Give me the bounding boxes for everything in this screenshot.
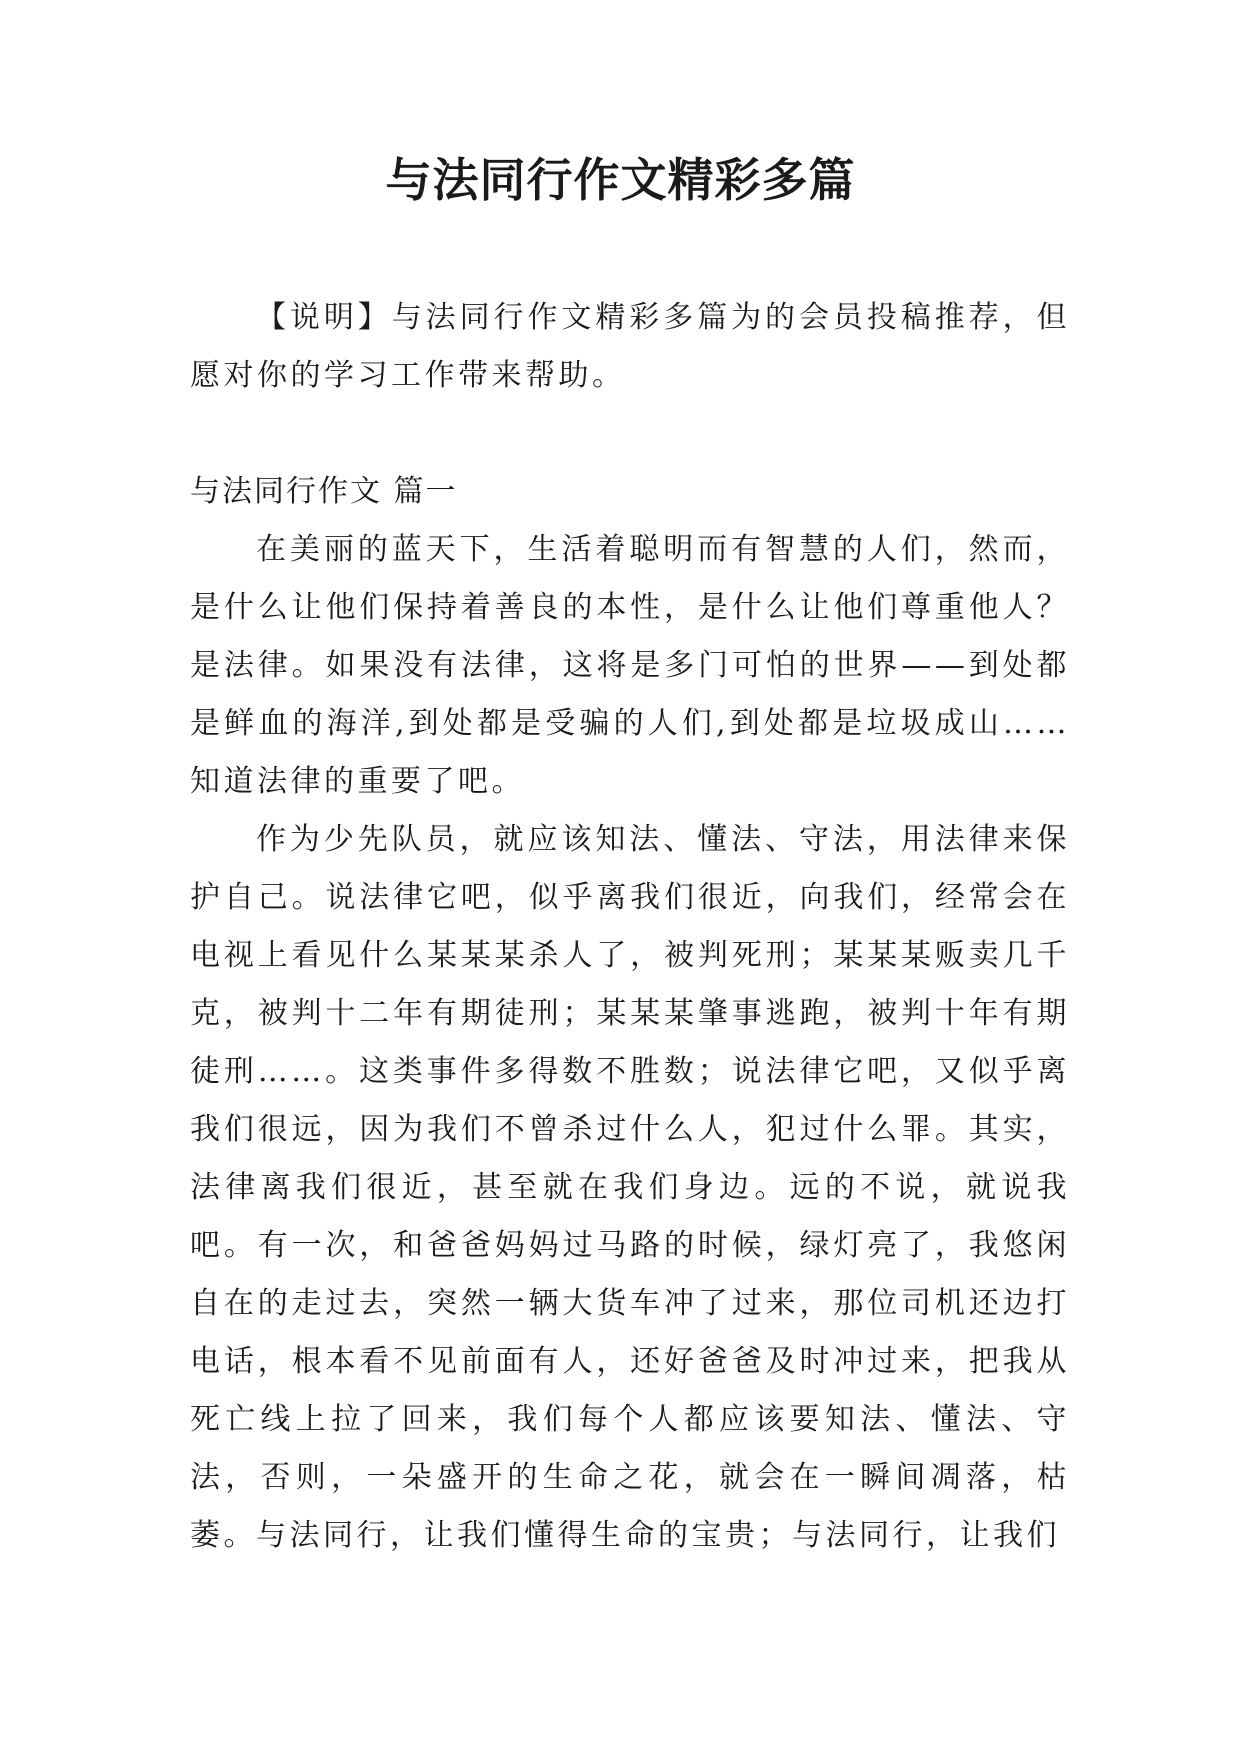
section-heading: 与法同行作文 篇一	[190, 474, 458, 509]
intro-paragraph: 【说明】与法同行作文精彩多篇为的会员投稿推荐，但愿对你的学习工作带来帮助。	[190, 300, 1070, 393]
body-paragraph-1: 在美丽的蓝天下，生活着聪明而有智慧的人们，然而，是什么让他们保持着善良的本性，是什么让他们尊重他人？是法律。如果没有法律，这将是多门可怕的世界——到处都是鲜血的海洋,到处都是受骗的人们,到处都是垃圾成山……知道法律的重要了吧。	[190, 532, 1070, 799]
body-paragraph-2: 作为少先队员，就应该知法、懂法、守法，用法律来保护自己。说法律它吧，似乎离我们很近，向我们，经常会在电视上看见什么某某某杀人了，被判死刑；某某某贩卖几千克，被判十二年有期徒刑；某某某肇事逃跑，被判十年有期徒刑……。这类事件多得数不胜数；说法律它吧，又似乎离我们很远，因为我们不曾杀过什么人，犯过什么罪。其实，法律离我们很近，甚至就在我们身边。远的不说，就说我吧。有一次，和爸爸妈妈过马路的时候，绿灯亮了，我悠闲自在的走过去，突然一辆大货车冲了过来，那位司机还边打电话，根本看不见前面有人，还好爸爸及时冲过来，把我从死亡线上拉了回来，我们每个人都应该要知法、懂法、守法，否则，一朵盛开的生命之花，就会在一瞬间凋落，枯萎。	[190, 822, 1070, 1553]
body-paragraph-3: 与法同行，让我们懂得生命的宝贵；与法同行，让我们	[256, 1518, 1060, 1553]
document-title: 与法同行作文精彩多篇	[385, 153, 856, 207]
